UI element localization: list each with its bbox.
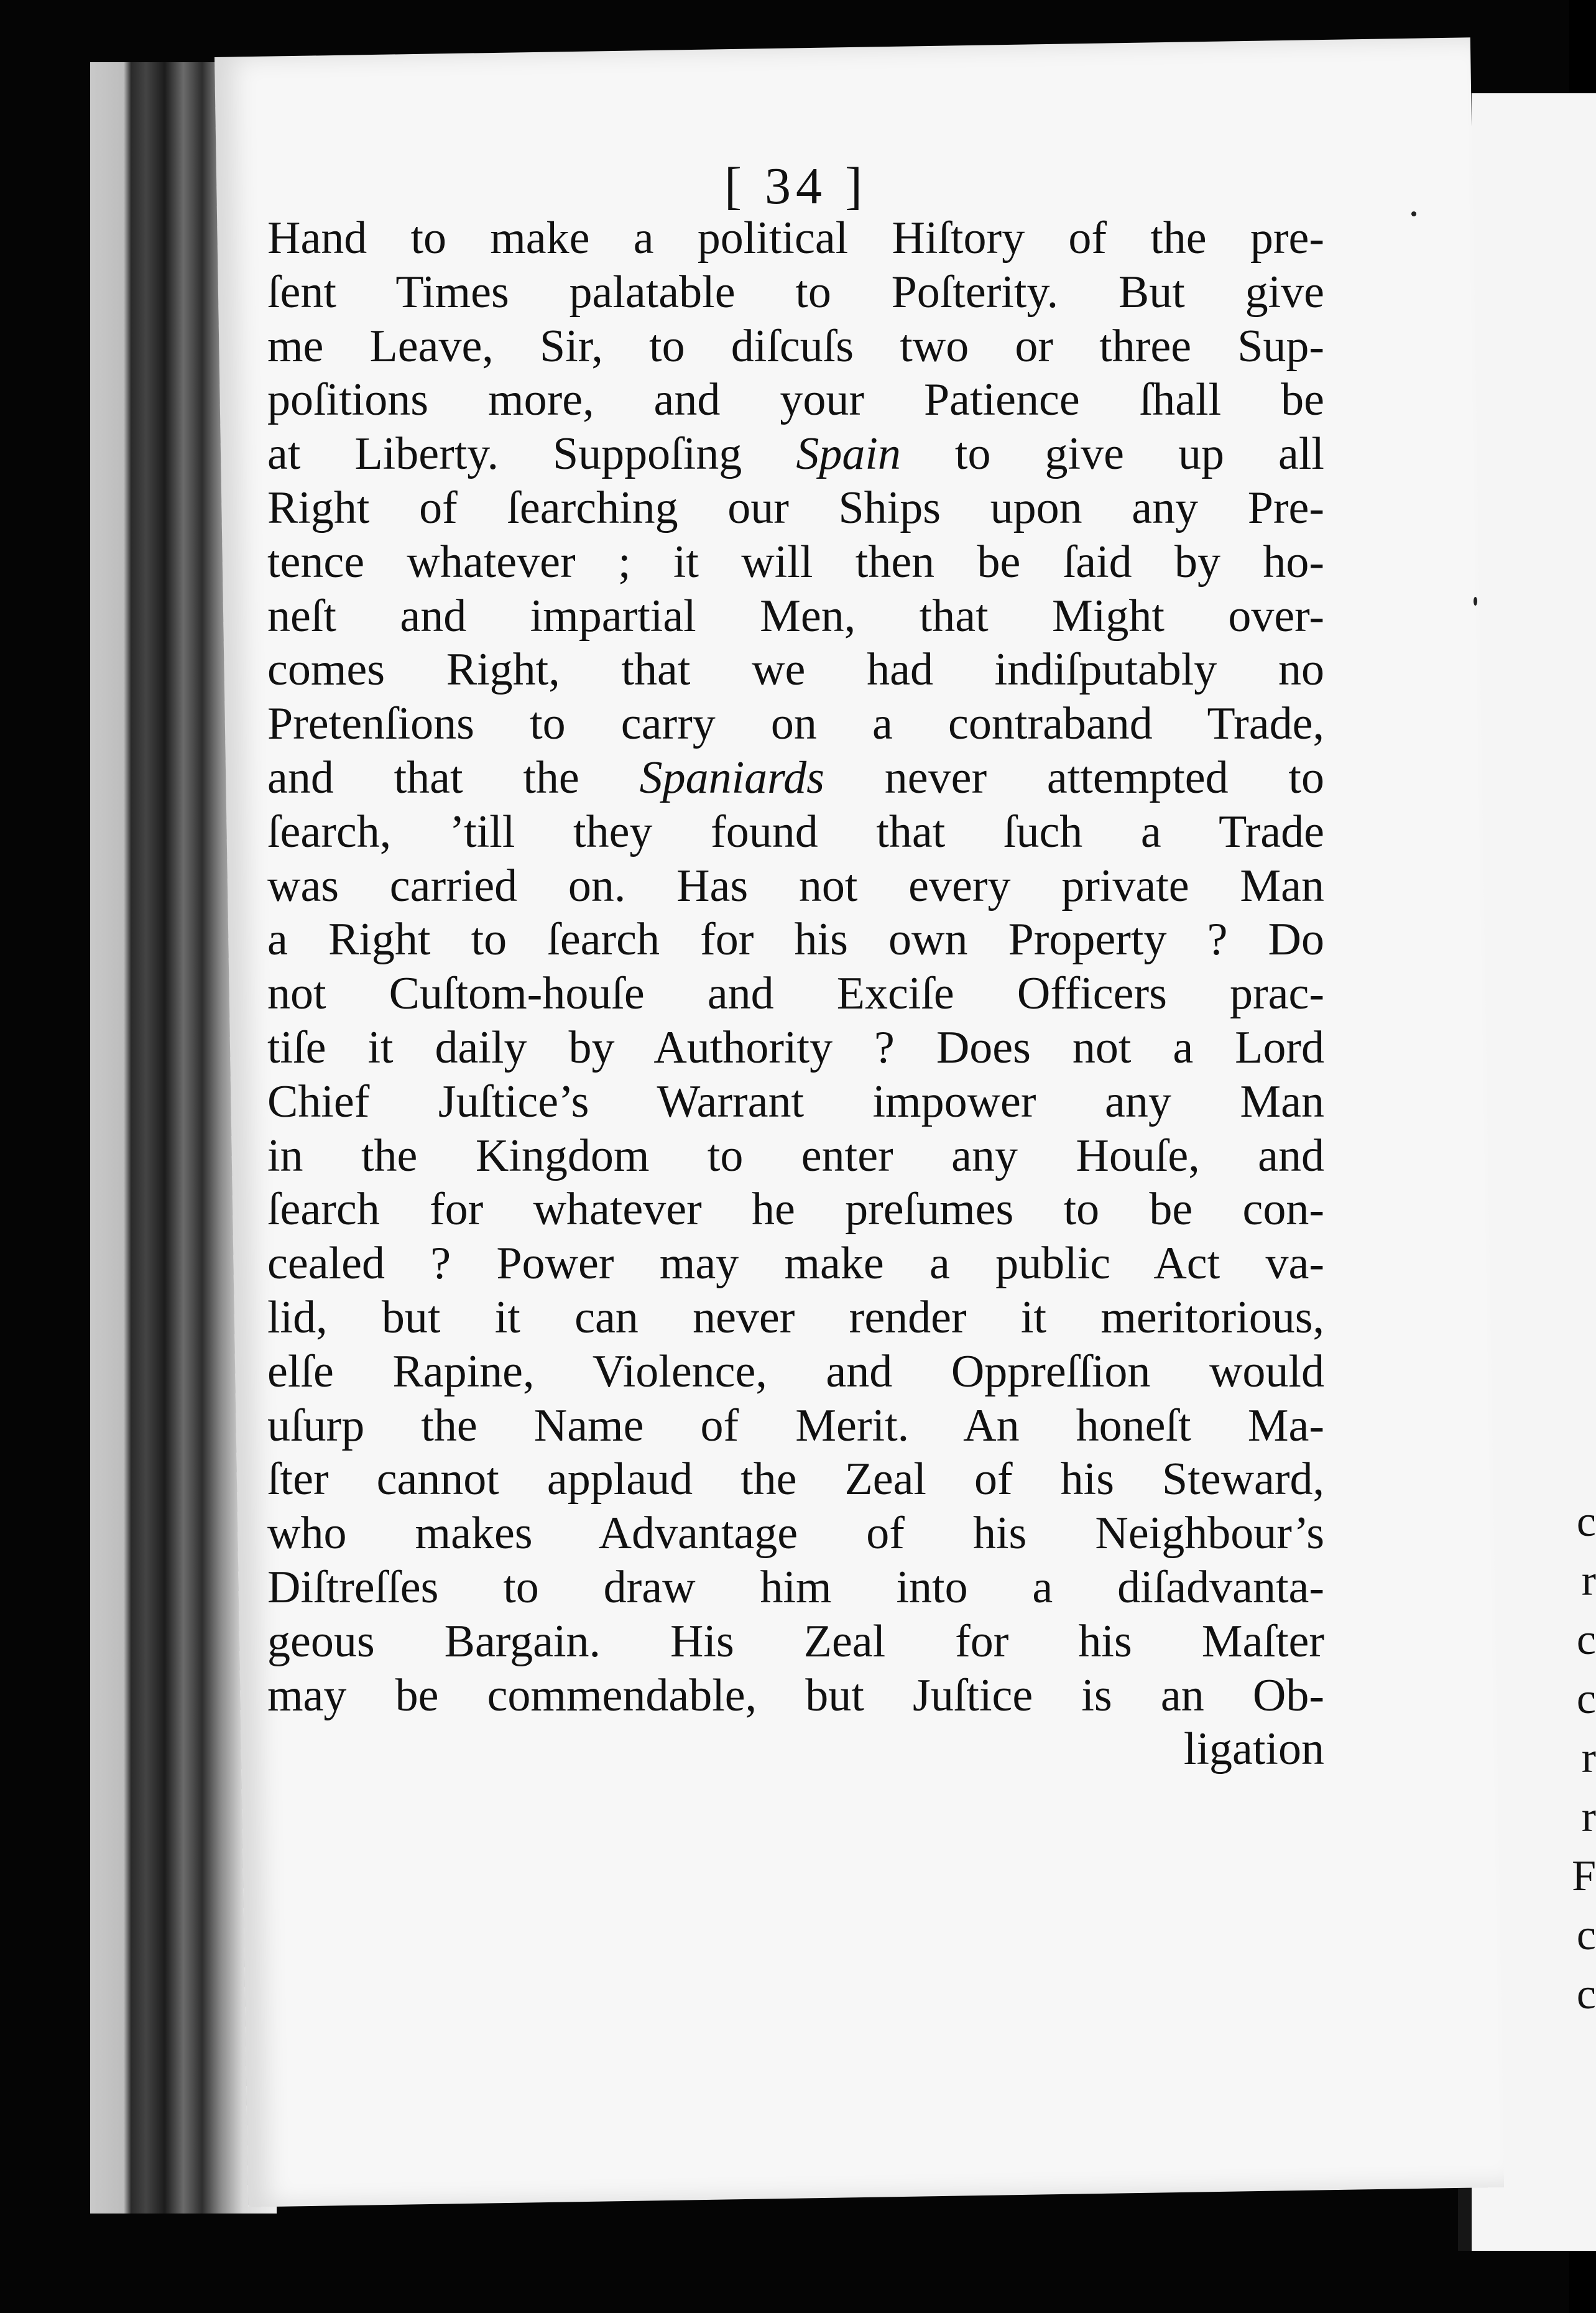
text-line [267,1021,1324,1075]
facing-page-letter: c [1576,1675,1596,1723]
text-line [267,481,1324,535]
text-segment: ſearch, ’till they found that ſuch a Trade [267,806,1324,857]
text-segment: Chief Juſtice’s Warrant impower any Man [267,1076,1324,1127]
text-segment: Pretenſions to carry on a contraband Trade, [267,698,1324,750]
text-segment: lid, but it can never render it meritorious, [267,1291,1324,1343]
text-line [267,697,1324,751]
italic-name: Spaniards [639,752,824,803]
text-line [267,805,1324,859]
text-segment: was carried on. Has not every private Man [267,860,1324,912]
facing-page-letter: r [1581,1734,1596,1782]
text-segment: Hand to make a political Hiſtory of the pre- [267,213,1324,264]
text-segment: Diſtreſſes to draw him into a diſadvanta- [267,1561,1324,1613]
text-line [267,913,1324,967]
text-line [267,1669,1324,1723]
page-text-block [267,155,1324,1959]
text-line [267,1183,1324,1237]
text-line [267,211,1324,265]
catchword: ligation [1183,1724,1324,1775]
text-segment: never attempted to [824,752,1324,803]
text-line [267,1075,1324,1129]
text-segment: who makes Advantage of his Neighbour’s [267,1508,1324,1559]
facing-page-letter: r [1581,1793,1596,1841]
text-segment: comes Right, that we had indiſputably no [267,644,1324,696]
text-line [267,1507,1324,1561]
facing-page-letter: F [1572,1852,1596,1900]
text-segment: geous Bargain. His Zeal for his Maſter [267,1615,1324,1667]
text-line [267,643,1324,697]
text-segment: ſearch for whatever he preſumes to be con- [267,1184,1324,1235]
text-line [267,1452,1324,1507]
text-segment: at Liberty. Suppoſing [267,428,796,480]
text-segment: and that the [267,752,640,803]
text-segment: elſe Rapine, Violence, and Oppreſſion would [267,1346,1324,1397]
text-segment: a Right to ſearch for his own Property ? Do [267,914,1324,966]
facing-page-letter: c [1576,1616,1596,1664]
page-number-header: [ 34 ] [724,157,867,215]
italic-name: Spain [796,428,901,480]
text-line [267,1291,1324,1345]
text-line [267,535,1324,589]
facing-page-letters [1571,1492,1596,2024]
facing-page-letter: c [1576,1911,1596,1959]
facing-page-letter: c [1576,1498,1596,1546]
text-segment: to give up all [900,428,1324,480]
text-line [267,1615,1324,1669]
text-line [267,1399,1324,1453]
text-line [267,427,1324,481]
text-segment: tiſe it daily by Authority ? Does not a Lord [267,1022,1324,1073]
text-segment: neſt and impartial Men, that Might over- [267,590,1324,642]
text-line [267,1129,1324,1183]
text-line [267,1237,1324,1291]
body-text [267,211,1324,1722]
facing-page-letter: r [1581,1557,1596,1605]
text-line [267,967,1324,1021]
text-line [267,859,1324,913]
ink-speck [1474,597,1477,606]
text-segment: ſter cannot applaud the Zeal of his Steward, [267,1454,1324,1505]
text-segment: cealed ? Power may make a public Act va- [267,1238,1324,1290]
text-segment: ſent Times palatable to Poſterity. But give [267,266,1324,318]
text-line [267,373,1324,427]
text-segment: poſitions more, and your Patience ſhall be [267,374,1324,426]
text-line [267,1345,1324,1399]
text-line [267,320,1324,374]
text-line [267,1561,1324,1615]
text-segment: Right of ſearching our Ships upon any Pre- [267,482,1324,533]
text-line [267,589,1324,644]
facing-page-letter: c [1576,1970,1596,2018]
text-segment: tence whatever ; it will then be ſaid by ho- [267,536,1324,588]
text-segment: may be commendable, but Juſtice is an Ob- [267,1669,1324,1721]
text-line [267,751,1324,805]
text-segment: uſurp the Name of Merit. An honeſt Ma- [267,1400,1324,1451]
text-segment: me Leave, Sir, to diſcuſs two or three Sup- [267,320,1324,372]
text-line [267,265,1324,320]
ink-speck [1411,211,1416,216]
text-segment: in the Kingdom to enter any Houſe, and [267,1130,1324,1181]
text-segment: not Cuſtom-houſe and Exciſe Officers prac- [267,968,1324,1020]
